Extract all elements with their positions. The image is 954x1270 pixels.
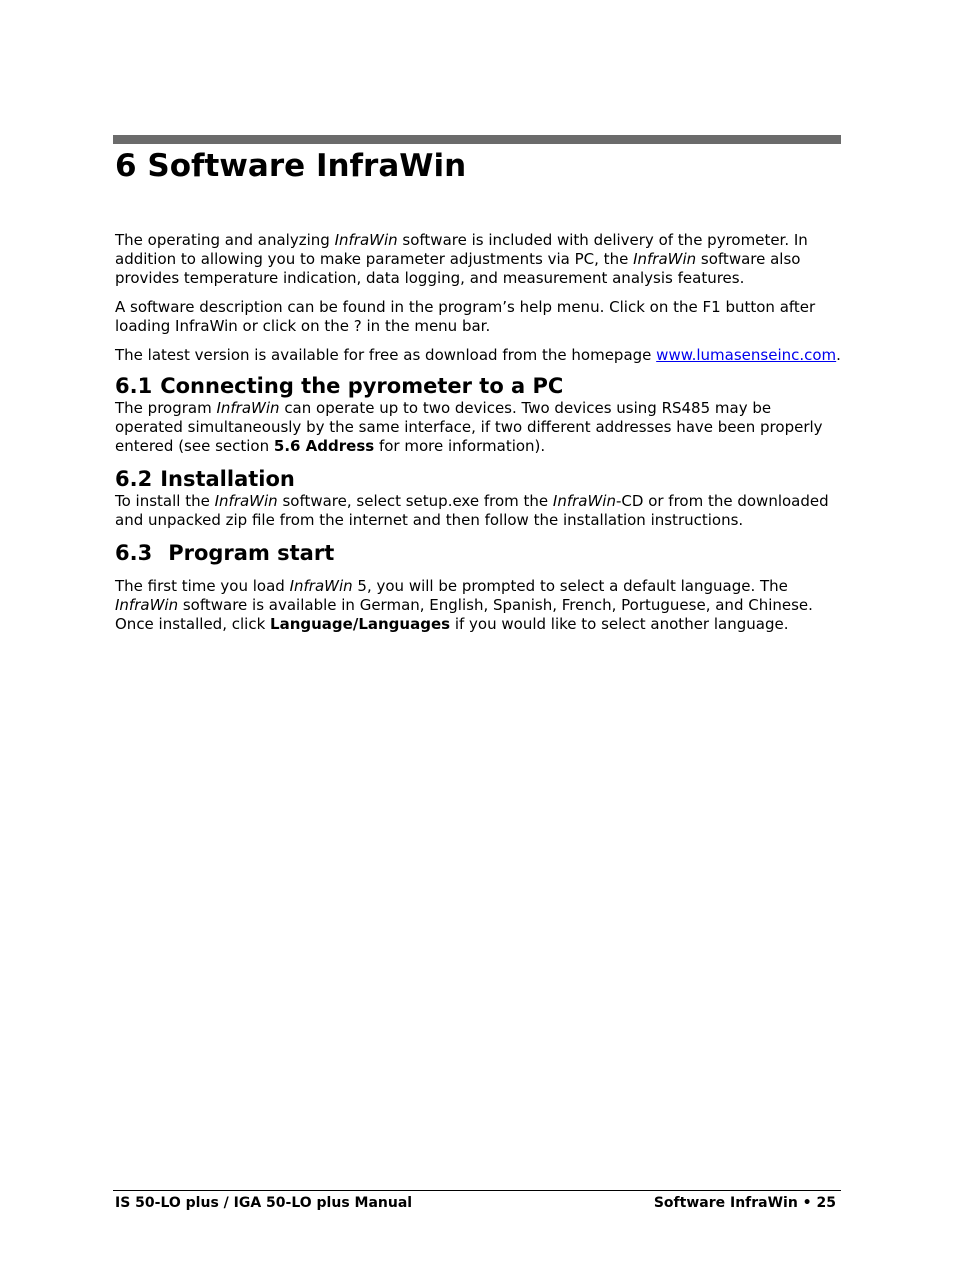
intro-paragraph-3: The latest version is available for free as download from the homepage www.lumasenseinc.com. xyxy=(115,346,841,364)
product-name: InfraWin xyxy=(289,577,353,595)
product-name: InfraWin xyxy=(334,231,398,249)
chapter-title: 6 Software InfraWin xyxy=(115,148,467,184)
product-name: InfraWin xyxy=(552,492,616,510)
page-content xyxy=(115,231,841,634)
product-name: InfraWin xyxy=(633,250,697,268)
section-6-1-paragraph: The program InfraWin can operate up to two devices. Two devices using RS485 may be operated simultaneously by the same interface, if two different addresses have been properly entered (see section 5.6 Address for more information). xyxy=(115,399,823,455)
intro-paragraph-1: The operating and analyzing InfraWin software is included with delivery of the pyrometer. In addition to allowing you to make parameter adjustments via PC, the InfraWin software also provides temperature indication, data logging, and measurement analysis features. xyxy=(115,231,808,287)
intro-paragraph-2: A software description can be found in the program’s help menu. Click on the F1 button after loading InfraWin or click on the ? in the menu bar. xyxy=(115,298,816,335)
footer-manual-title: IS 50-LO plus / IGA 50-LO plus Manual xyxy=(115,1195,413,1211)
section-heading-6-1: 6.1 Connecting the pyrometer to a PC xyxy=(115,374,564,398)
section-heading-6-2: 6.2 Installation xyxy=(115,467,295,491)
homepage-link[interactable]: www.lumasenseinc.com xyxy=(656,346,837,364)
menu-reference: Language/Languages xyxy=(270,615,451,633)
section-6-2-paragraph: To install the InfraWin software, select setup.exe from the InfraWin-CD or from the downloaded and unpacked zip file from the internet and then follow the installation instructions. xyxy=(115,492,829,529)
product-name: InfraWin xyxy=(115,596,179,614)
chapter-top-rule xyxy=(113,135,841,144)
section-6-3-paragraph: The first time you load InfraWin 5, you will be prompted to select a default language. The InfraWin software is available in German, English, Spanish, French, Portuguese, and Chinese. Once installed, click Language/Languages if you would like to select another language. xyxy=(115,577,813,633)
section-reference: 5.6 Address xyxy=(273,437,375,455)
product-name: InfraWin xyxy=(216,399,280,417)
section-heading-6-3: 6.3 Program start xyxy=(115,541,335,565)
footer-rule xyxy=(113,1190,841,1191)
footer-page-info: Software InfraWin • 25 xyxy=(653,1195,836,1211)
product-name: InfraWin xyxy=(214,492,278,510)
